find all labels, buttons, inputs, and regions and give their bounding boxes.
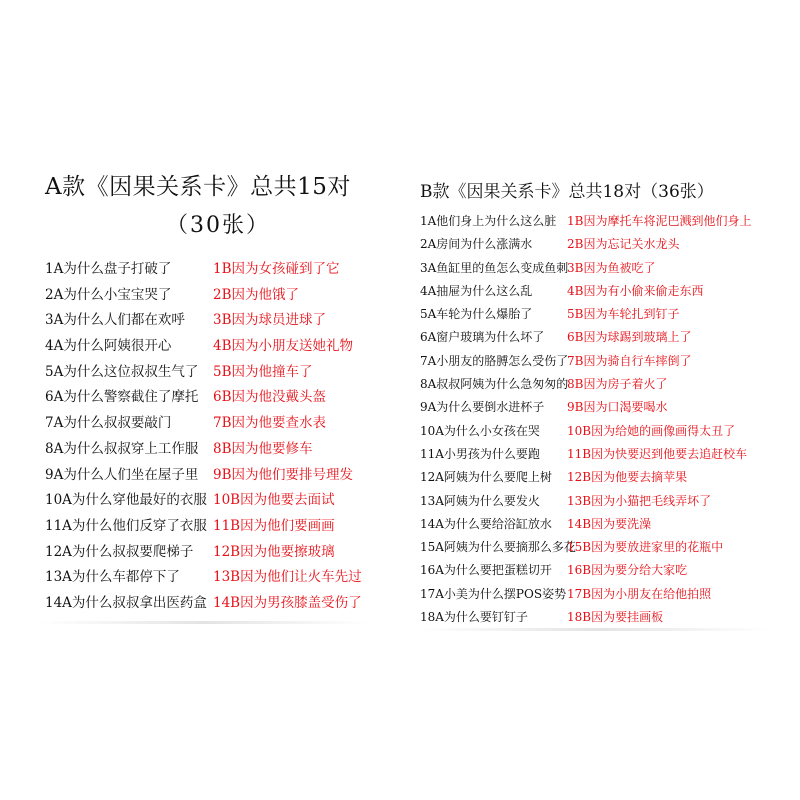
bottom-shadow-divider xyxy=(40,621,370,624)
answer-text: 2B因为忘记关水龙头 xyxy=(567,237,680,252)
answer-text: 5B因为他撞车了 xyxy=(213,363,313,380)
question-text: 13A阿姨为什么要发火 xyxy=(420,493,540,508)
answer-text: 1B因为摩托车将泥巴溅到他们身上 xyxy=(567,214,752,228)
question-text: 1A为什么盘子打破了 xyxy=(45,261,172,277)
list-item xyxy=(45,360,362,386)
answer-text: 3B因为球员进球了 xyxy=(213,312,327,329)
list-item xyxy=(420,303,751,326)
list-item xyxy=(420,210,751,233)
list-item xyxy=(45,308,362,334)
question-text: 15A阿姨为什么要摘那么多花 xyxy=(420,540,576,555)
answer-text: 8B因为房子着火了 xyxy=(567,377,668,392)
list-item xyxy=(45,514,362,540)
question-text: 9A为什么人们坐在屋子里 xyxy=(45,466,199,483)
list-item xyxy=(420,490,751,513)
card-set-b-title: B款《因果关系卡》总共18对（36张） xyxy=(420,182,714,202)
question-text: 2A房间为什么涨满水 xyxy=(420,237,533,252)
bottom-shadow-divider xyxy=(420,628,770,631)
answer-text: 6B因为他没戴头盔 xyxy=(213,389,327,406)
answer-text: 7B因为骑自行车摔倒了 xyxy=(567,353,692,368)
list-item xyxy=(420,233,751,256)
list-item xyxy=(420,466,751,489)
question-text: 5A为什么这位叔叔生气了 xyxy=(45,363,199,380)
answer-text: 9B因为口渴要喝水 xyxy=(567,400,668,415)
list-item xyxy=(420,606,751,629)
answer-text: 13B因为小猫把毛线弄坏了 xyxy=(567,493,712,508)
answer-text: 5B因为车轮扎到钉子 xyxy=(567,307,680,322)
answer-text: 4B因为有小偷来偷走东西 xyxy=(567,283,704,298)
list-item xyxy=(45,488,362,514)
list-item xyxy=(420,513,751,536)
list-item xyxy=(420,420,751,443)
list-item xyxy=(45,565,362,591)
question-text: 10A为什么小女孩在哭 xyxy=(420,423,540,438)
list-item xyxy=(45,334,362,360)
answer-text: 11B因为快要迟到他要去追赶校车 xyxy=(567,446,748,461)
answer-text: 15B因为要放进家里的花瓶中 xyxy=(567,540,724,555)
list-item xyxy=(45,540,362,566)
answer-text: 10B因为给她的画像画得太丑了 xyxy=(567,423,736,438)
question-text: 12A为什么叔叔要爬梯子 xyxy=(45,543,194,560)
answer-text: 9B因为他们要排号理发 xyxy=(213,466,354,483)
list-item xyxy=(420,257,751,280)
question-text: 6A窗户玻璃为什么坏了 xyxy=(420,330,545,345)
answer-text: 3B因为鱼被吃了 xyxy=(567,260,656,275)
answer-text: 4B因为小朋友送她礼物 xyxy=(213,338,354,355)
card-set-a-title: A款《因果关系卡》总共15对 xyxy=(45,174,351,200)
question-text: 14A为什么叔叔拿出医药盒 xyxy=(45,594,207,611)
question-text: 17A小美为什么摆POS姿势 xyxy=(420,586,567,601)
question-text: 18A为什么要钉钉子 xyxy=(420,610,528,625)
question-text: 9A为什么要倒水进杯子 xyxy=(420,400,545,415)
card-set-a-list xyxy=(45,257,362,617)
question-text: 3A为什么人们都在欢呼 xyxy=(45,312,185,329)
card-set-a-count: （30张） xyxy=(166,213,270,238)
question-text: 10A为什么穿他最好的衣服 xyxy=(45,492,207,509)
question-text: 11A为什么他们反穿了衣服 xyxy=(45,517,207,534)
question-text: 16A为什么要把蛋糕切开 xyxy=(420,563,552,578)
answer-text: 12B因为他要擦玻璃 xyxy=(213,543,335,560)
answer-text: 10B因为他要去面试 xyxy=(213,492,335,509)
answer-text: 16B因为要分给大家吃 xyxy=(567,563,688,578)
question-text: 14A为什么要给浴缸放水 xyxy=(420,516,552,531)
question-text: 3A鱼缸里的鱼怎么变成鱼刺 xyxy=(420,260,569,275)
answer-text: 2B因为他饿了 xyxy=(213,286,300,303)
list-item xyxy=(45,283,362,309)
question-text: 7A小朋友的胳膊怎么受伤了 xyxy=(420,353,569,368)
list-item xyxy=(45,411,362,437)
answer-text: 11B因为他们要画画 xyxy=(213,517,335,534)
list-item xyxy=(420,350,751,373)
answer-text: 18B因为要挂画板 xyxy=(567,610,664,625)
question-text: 4A为什么阿姨很开心 xyxy=(45,338,172,355)
list-item xyxy=(420,443,751,466)
list-item xyxy=(420,583,751,606)
question-text: 11A小男孩为什么要跑 xyxy=(420,446,540,461)
question-text: 8A叔叔阿姨为什么急匆匆的 xyxy=(420,377,569,392)
list-item xyxy=(45,385,362,411)
list-item xyxy=(45,437,362,463)
list-item xyxy=(420,373,751,396)
list-item xyxy=(45,463,362,489)
answer-text: 7B因为他要查水表 xyxy=(213,415,327,432)
question-text: 8A为什么叔叔穿上工作服 xyxy=(45,440,199,457)
answer-text: 8B因为他要修车 xyxy=(213,440,313,457)
list-item xyxy=(420,326,751,349)
answer-text: 14B因为要洗澡 xyxy=(567,516,652,531)
list-item xyxy=(45,257,362,283)
question-text: 12A阿姨为什么要爬上树 xyxy=(420,470,552,485)
answer-text: 6B因为球踢到玻璃上了 xyxy=(567,330,692,345)
list-item xyxy=(420,280,751,303)
question-text: 4A抽屉为什么这么乱 xyxy=(420,283,533,298)
question-text: 6A为什么警察截住了摩托 xyxy=(45,389,199,406)
answer-text: 17B因为小朋友在给他拍照 xyxy=(567,586,712,601)
card-set-b-list xyxy=(420,210,751,629)
question-text: 2A为什么小宝宝哭了 xyxy=(45,286,172,303)
question-text: 13A为什么车都停下了 xyxy=(45,569,180,586)
question-text: 1A他们身上为什么这么脏 xyxy=(420,214,557,228)
question-text: 5A车轮为什么爆胎了 xyxy=(420,307,533,322)
question-text: 7A为什么叔叔要敲门 xyxy=(45,415,172,432)
list-item xyxy=(45,591,362,617)
list-item xyxy=(420,536,751,559)
list-item xyxy=(420,559,751,582)
answer-text: 13B因为他们让火车先过 xyxy=(213,569,362,586)
answer-text: 12B因为他要去摘苹果 xyxy=(567,470,688,485)
answer-text: 14B因为男孩膝盖受伤了 xyxy=(213,594,362,611)
list-item xyxy=(420,396,751,419)
answer-text: 1B因为女孩碰到了它 xyxy=(213,261,340,277)
